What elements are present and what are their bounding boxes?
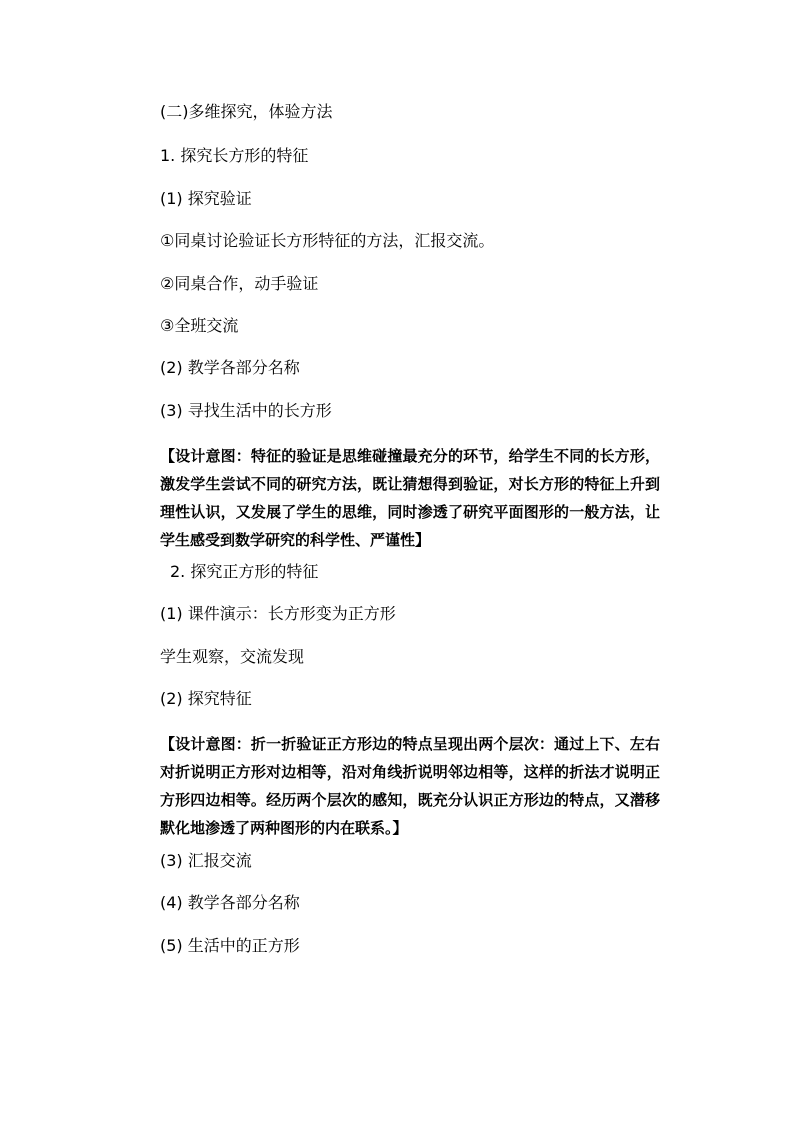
part1-sub2: ②同桌合作，动手验证 [160,274,319,293]
part2-design-note: 【设计意图：折一折验证正方形边的特点呈现出两个层次：通过上下、左右对折说明正方形对边相等，沿对角线折说明邻边相等，这样的折法才说明正方形四边相等。经历两个层次的感知，既充分认识正方形边的特点，又潜移默化地渗透了两种图形的内在联系。】 [160,735,660,837]
part2-step2: (2) 探究特征 [160,689,252,708]
part1-step3: (3) 寻找生活中的长方形 [160,401,332,420]
section-heading: (二)多维探究，体验方法 [160,102,333,121]
part2-step3: (3) 汇报交流 [160,851,252,870]
part2-step1: (1) 课件演示：长方形变为正方形 [160,604,396,623]
part1-title: 1. 探究长方形的特征 [160,146,309,165]
part1-step2: (2) 教学各部分名称 [160,358,300,377]
part1-sub1: ①同桌讨论验证长方形特征的方法，汇报交流。 [160,231,495,250]
part2-title: 2. 探究正方形的特征 [170,562,319,581]
part2-step5: (5) 生活中的正方形 [160,936,300,955]
part2-step4: (4) 教学各部分名称 [160,893,300,912]
part1-design-note: 【设计意图：特征的验证是思维碰撞最充分的环节，给学生不同的长方形，激发学生尝试不同的研究方法，既让猜想得到验证，对长方形的特征上升到理性认识，又发展了学生的思维，同时渗透了研究平面图形的一般方法，让学生感受到数学研究的科学性、严谨性】 [160,447,660,549]
part1-step1: (1) 探究验证 [160,189,252,208]
part1-sub3: ③全班交流 [160,316,239,335]
part2-step1-note: 学生观察，交流发现 [160,647,305,666]
